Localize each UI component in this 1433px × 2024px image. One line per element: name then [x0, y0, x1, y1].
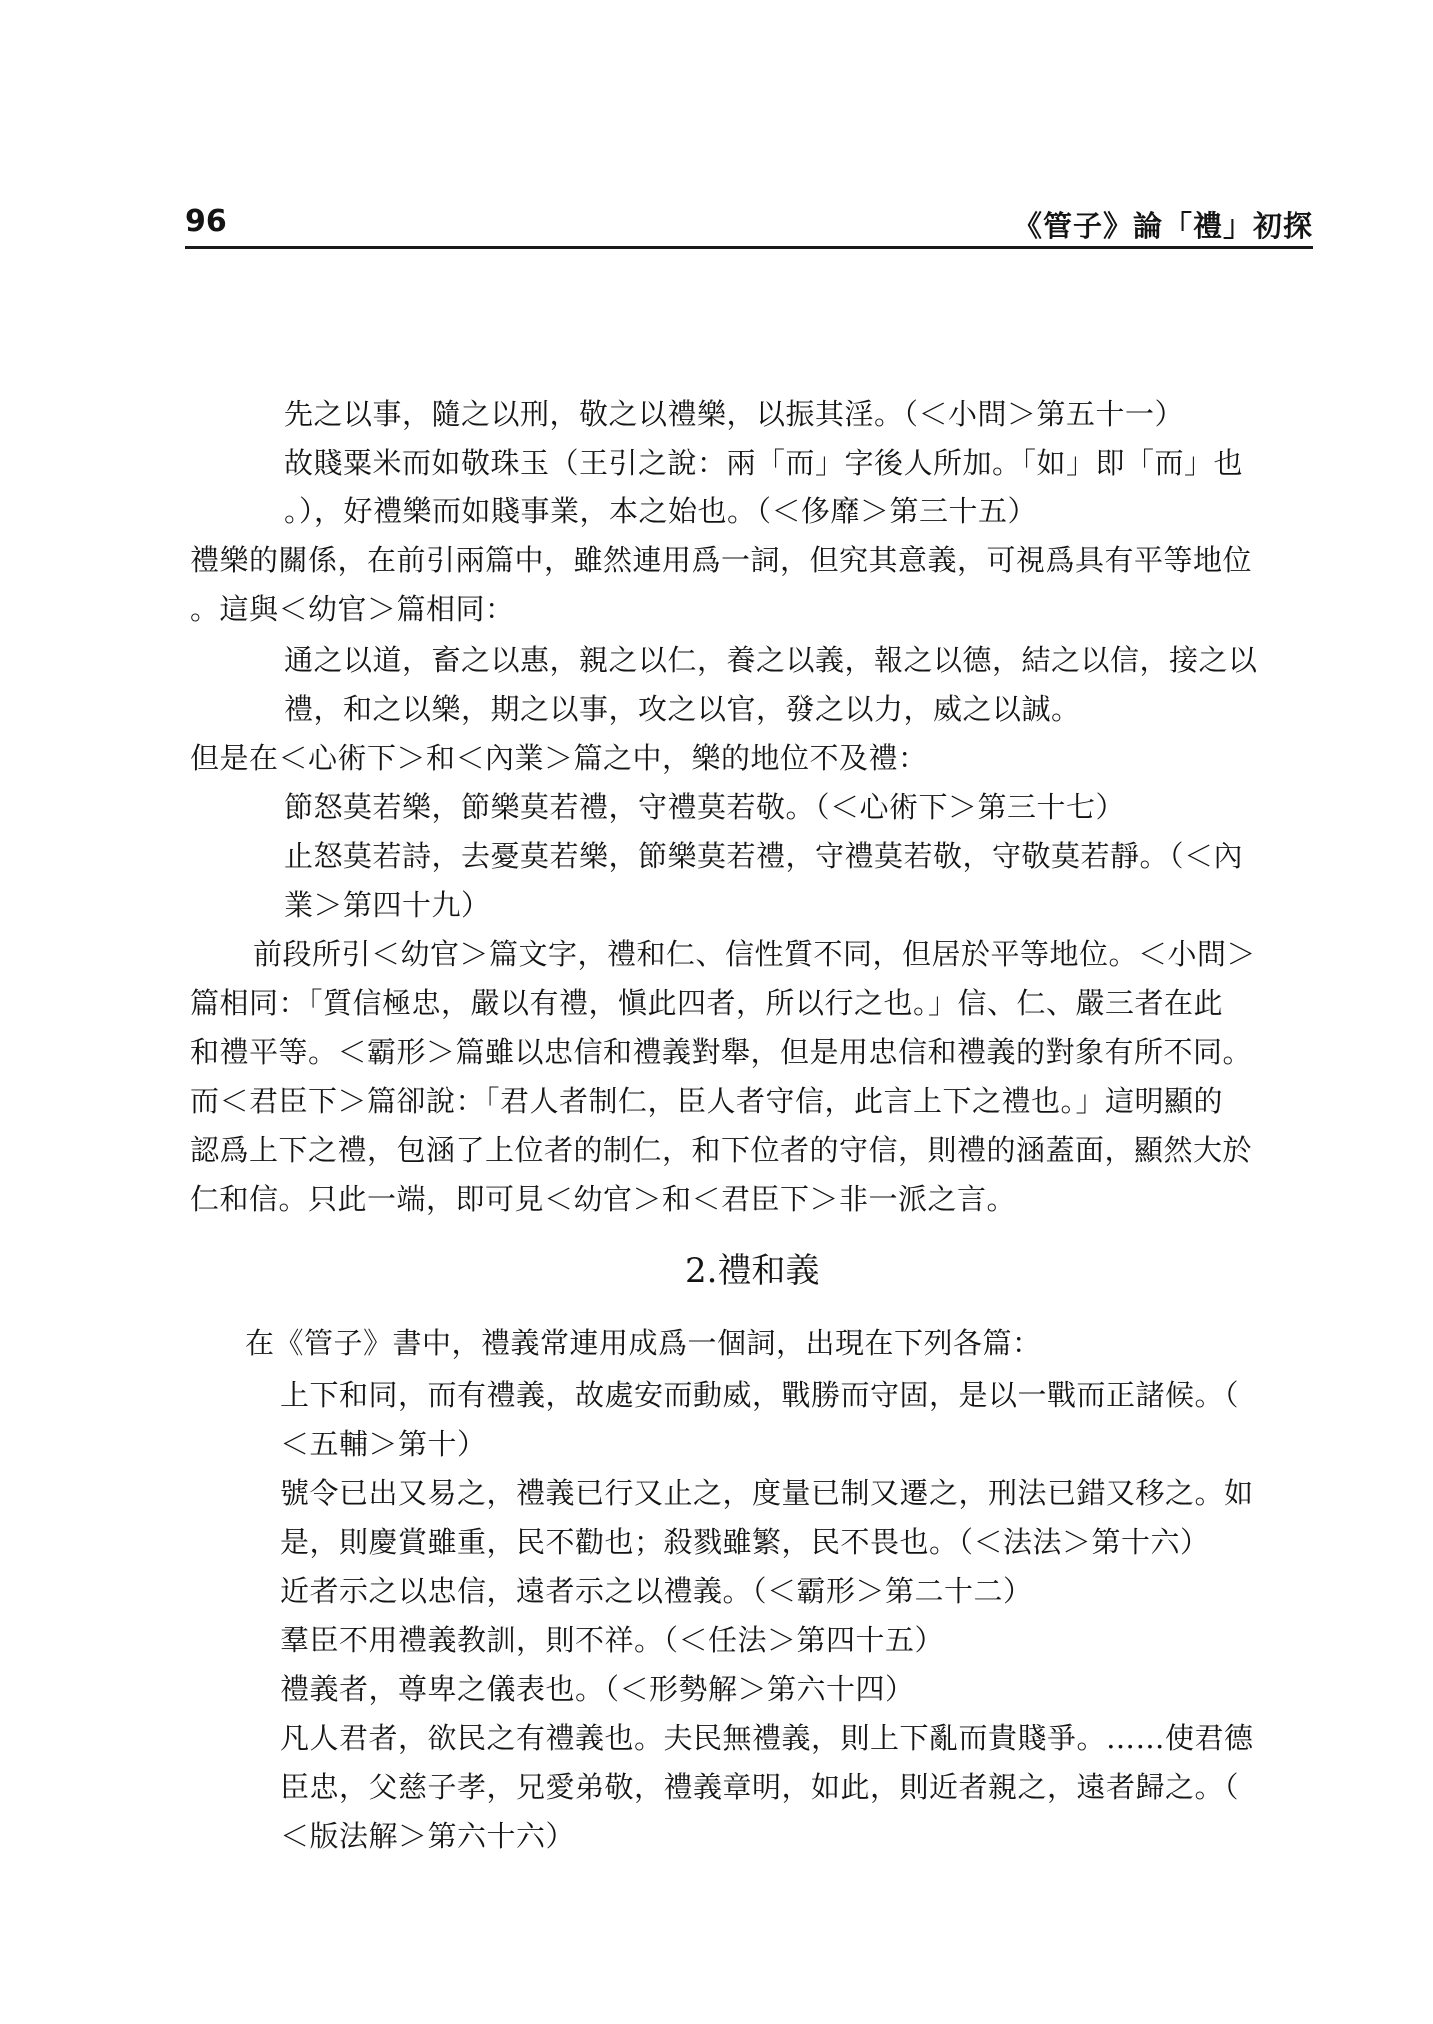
quote-line: 節怒莫若樂，節樂莫若禮，守禮莫若敬。（＜心術下＞第三十七）: [284, 790, 1126, 824]
quote-line: ＜版法解＞第六十六）: [280, 1819, 576, 1853]
page-number: 96: [185, 204, 227, 239]
quote-line: 通之以道，畜之以惠，親之以仁，養之以義，報之以德，結之以信，接之以: [284, 643, 1258, 677]
quote-line: 凡人君者，欲民之有禮義也。夫民無禮義，則上下亂而貴賤爭。……使君德: [280, 1721, 1254, 1755]
quote-line: 羣臣不用禮義教訓，則不祥。（＜任法＞第四十五）: [280, 1623, 945, 1657]
quote-line: 近者示之以忠信，遠者示之以禮義。（＜霸形＞第二十二）: [280, 1574, 1033, 1608]
quote-line: 禮義者，尊卑之儀表也。（＜形勢解＞第六十四）: [280, 1672, 915, 1706]
quote-line: 上下和同，而有禮義，故處安而動威，戰勝而守固，是以一戰而正諸候。（: [280, 1378, 1240, 1412]
body-line: 而＜君臣下＞篇卻說：「君人者制仁，臣人者守信，此言上下之禮也。」這明顯的: [190, 1084, 1224, 1118]
body-line: 篇相同：「質信極忠，嚴以有禮，愼此四者，所以行之也。」信、仁、嚴三者在此: [190, 986, 1224, 1020]
body-line: 但是在＜心術下＞和＜內業＞篇之中，樂的地位不及禮：: [190, 741, 928, 775]
body-line: 和禮平等。＜霸形＞篇雖以忠信和禮義對舉，但是用忠信和禮義的對象有所不同。: [190, 1035, 1253, 1069]
section-heading: 2.禮和義: [685, 1251, 820, 1291]
quote-line: 故賤粟米而如敬珠玉（王引之說：兩「而」字後人所加。「如」即「而」也: [284, 446, 1244, 480]
body-line: 在《管子》書中，禮義常連用成爲一個詞，出現在下列各篇：: [245, 1326, 1042, 1360]
quote-line: 禮，和之以樂，期之以事，攻之以官，發之以力，威之以誠。: [284, 692, 1081, 726]
quote-line: 號令已出又易之，禮義已行又止之，度量已制又遷之，刑法已錯又移之。如: [280, 1476, 1254, 1510]
body-line: 。這與＜幼官＞篇相同：: [190, 592, 515, 626]
page-header: [185, 204, 1313, 249]
quote-line: ＜五輔＞第十）: [280, 1427, 487, 1461]
quote-line: 。），好禮樂而如賤事業，本之始也。（＜侈靡＞第三十五）: [284, 494, 1038, 528]
quote-line: 業＞第四十九）: [284, 888, 491, 922]
quote-line: 止怒莫若詩，去憂莫若樂，節樂莫若禮，守禮莫若敬，守敬莫若靜。（＜內: [284, 839, 1244, 873]
body-line: 前段所引＜幼官＞篇文字，禮和仁、信性質不同，但居於平等地位。＜小問＞: [253, 937, 1257, 971]
quote-line: 臣忠，父慈子孝，兄愛弟敬，禮義章明，如此，則近者親之，遠者歸之。（: [280, 1770, 1240, 1804]
quote-line: 先之以事，隨之以刑，敬之以禮樂，以振其淫。（＜小問＞第五十一）: [284, 397, 1185, 431]
quote-line: 是，則慶賞雖重，民不勸也；殺戮雖繁，民不畏也。（＜法法＞第十六）: [280, 1525, 1210, 1559]
body-line: 仁和信。只此一端，即可見＜幼官＞和＜君臣下＞非一派之言。: [190, 1182, 1017, 1216]
running-title: 《管子》論「禮」初探: [1012, 209, 1313, 243]
body-line: 認爲上下之禮，包涵了上位者的制仁，和下位者的守信，則禮的涵蓋面，顯然大於: [190, 1133, 1253, 1167]
body-line: 禮樂的關係，在前引兩篇中，雖然連用爲一詞，但究其意義，可視爲具有平等地位: [190, 543, 1253, 577]
